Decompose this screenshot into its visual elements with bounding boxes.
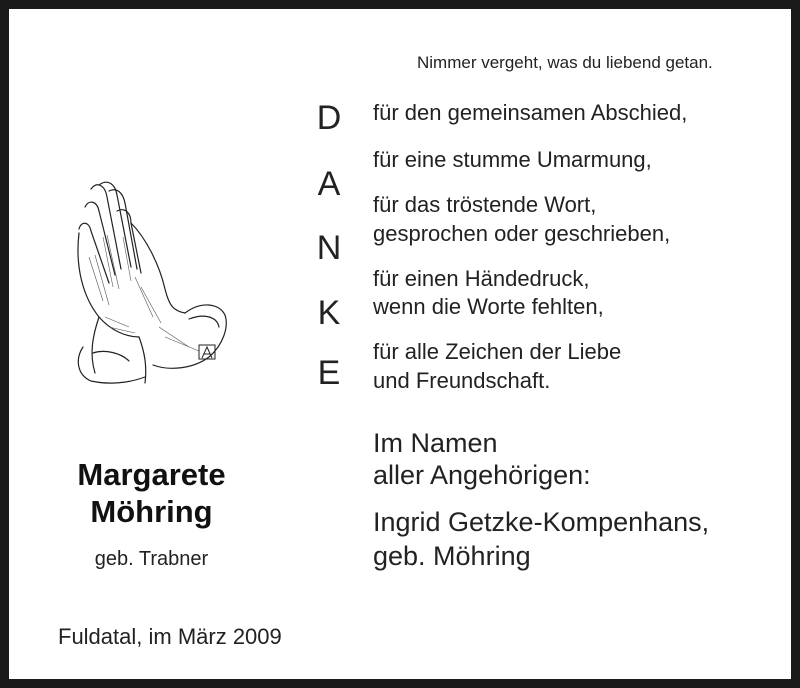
- signatory-name: Ingrid Getzke-Kompenhans,: [373, 507, 710, 537]
- danke-letter-e: E: [317, 354, 341, 392]
- thanks-line: für alle Zeichen der Liebe: [373, 339, 622, 364]
- closing-line: aller Angehörigen:: [373, 460, 591, 490]
- closing-line: Im Namen: [373, 428, 498, 458]
- praying-hands-icon: [69, 177, 234, 387]
- thanks-line: für den gemeinsamen Abschied,: [373, 100, 688, 125]
- signatory-birth-name: geb. Möhring: [373, 541, 531, 571]
- deceased-birth-name: geb. Trabner: [94, 548, 209, 570]
- thanks-line: für eine stumme Umarmung,: [373, 147, 652, 172]
- thanks-line: wenn die Worte fehlten,: [373, 294, 604, 319]
- place-date: Fuldatal, im März 2009: [58, 624, 282, 649]
- danke-letter-n: N: [316, 229, 342, 267]
- deceased-last-name: Möhring: [90, 494, 213, 529]
- motto: Nimmer vergeht, was du liebend getan.: [417, 53, 713, 72]
- thanks-line: gesprochen oder geschrieben,: [373, 221, 671, 246]
- deceased-first-name: Margarete: [77, 457, 226, 492]
- thanks-line: für das tröstende Wort,: [373, 192, 597, 217]
- danke-letter-k: K: [317, 294, 341, 332]
- thanks-line: und Freundschaft.: [373, 368, 551, 393]
- thanks-line: für einen Händedruck,: [373, 266, 590, 291]
- danke-letter-a: A: [317, 165, 341, 203]
- monogram-icon: [199, 345, 215, 359]
- danke-letter-d: D: [316, 99, 342, 137]
